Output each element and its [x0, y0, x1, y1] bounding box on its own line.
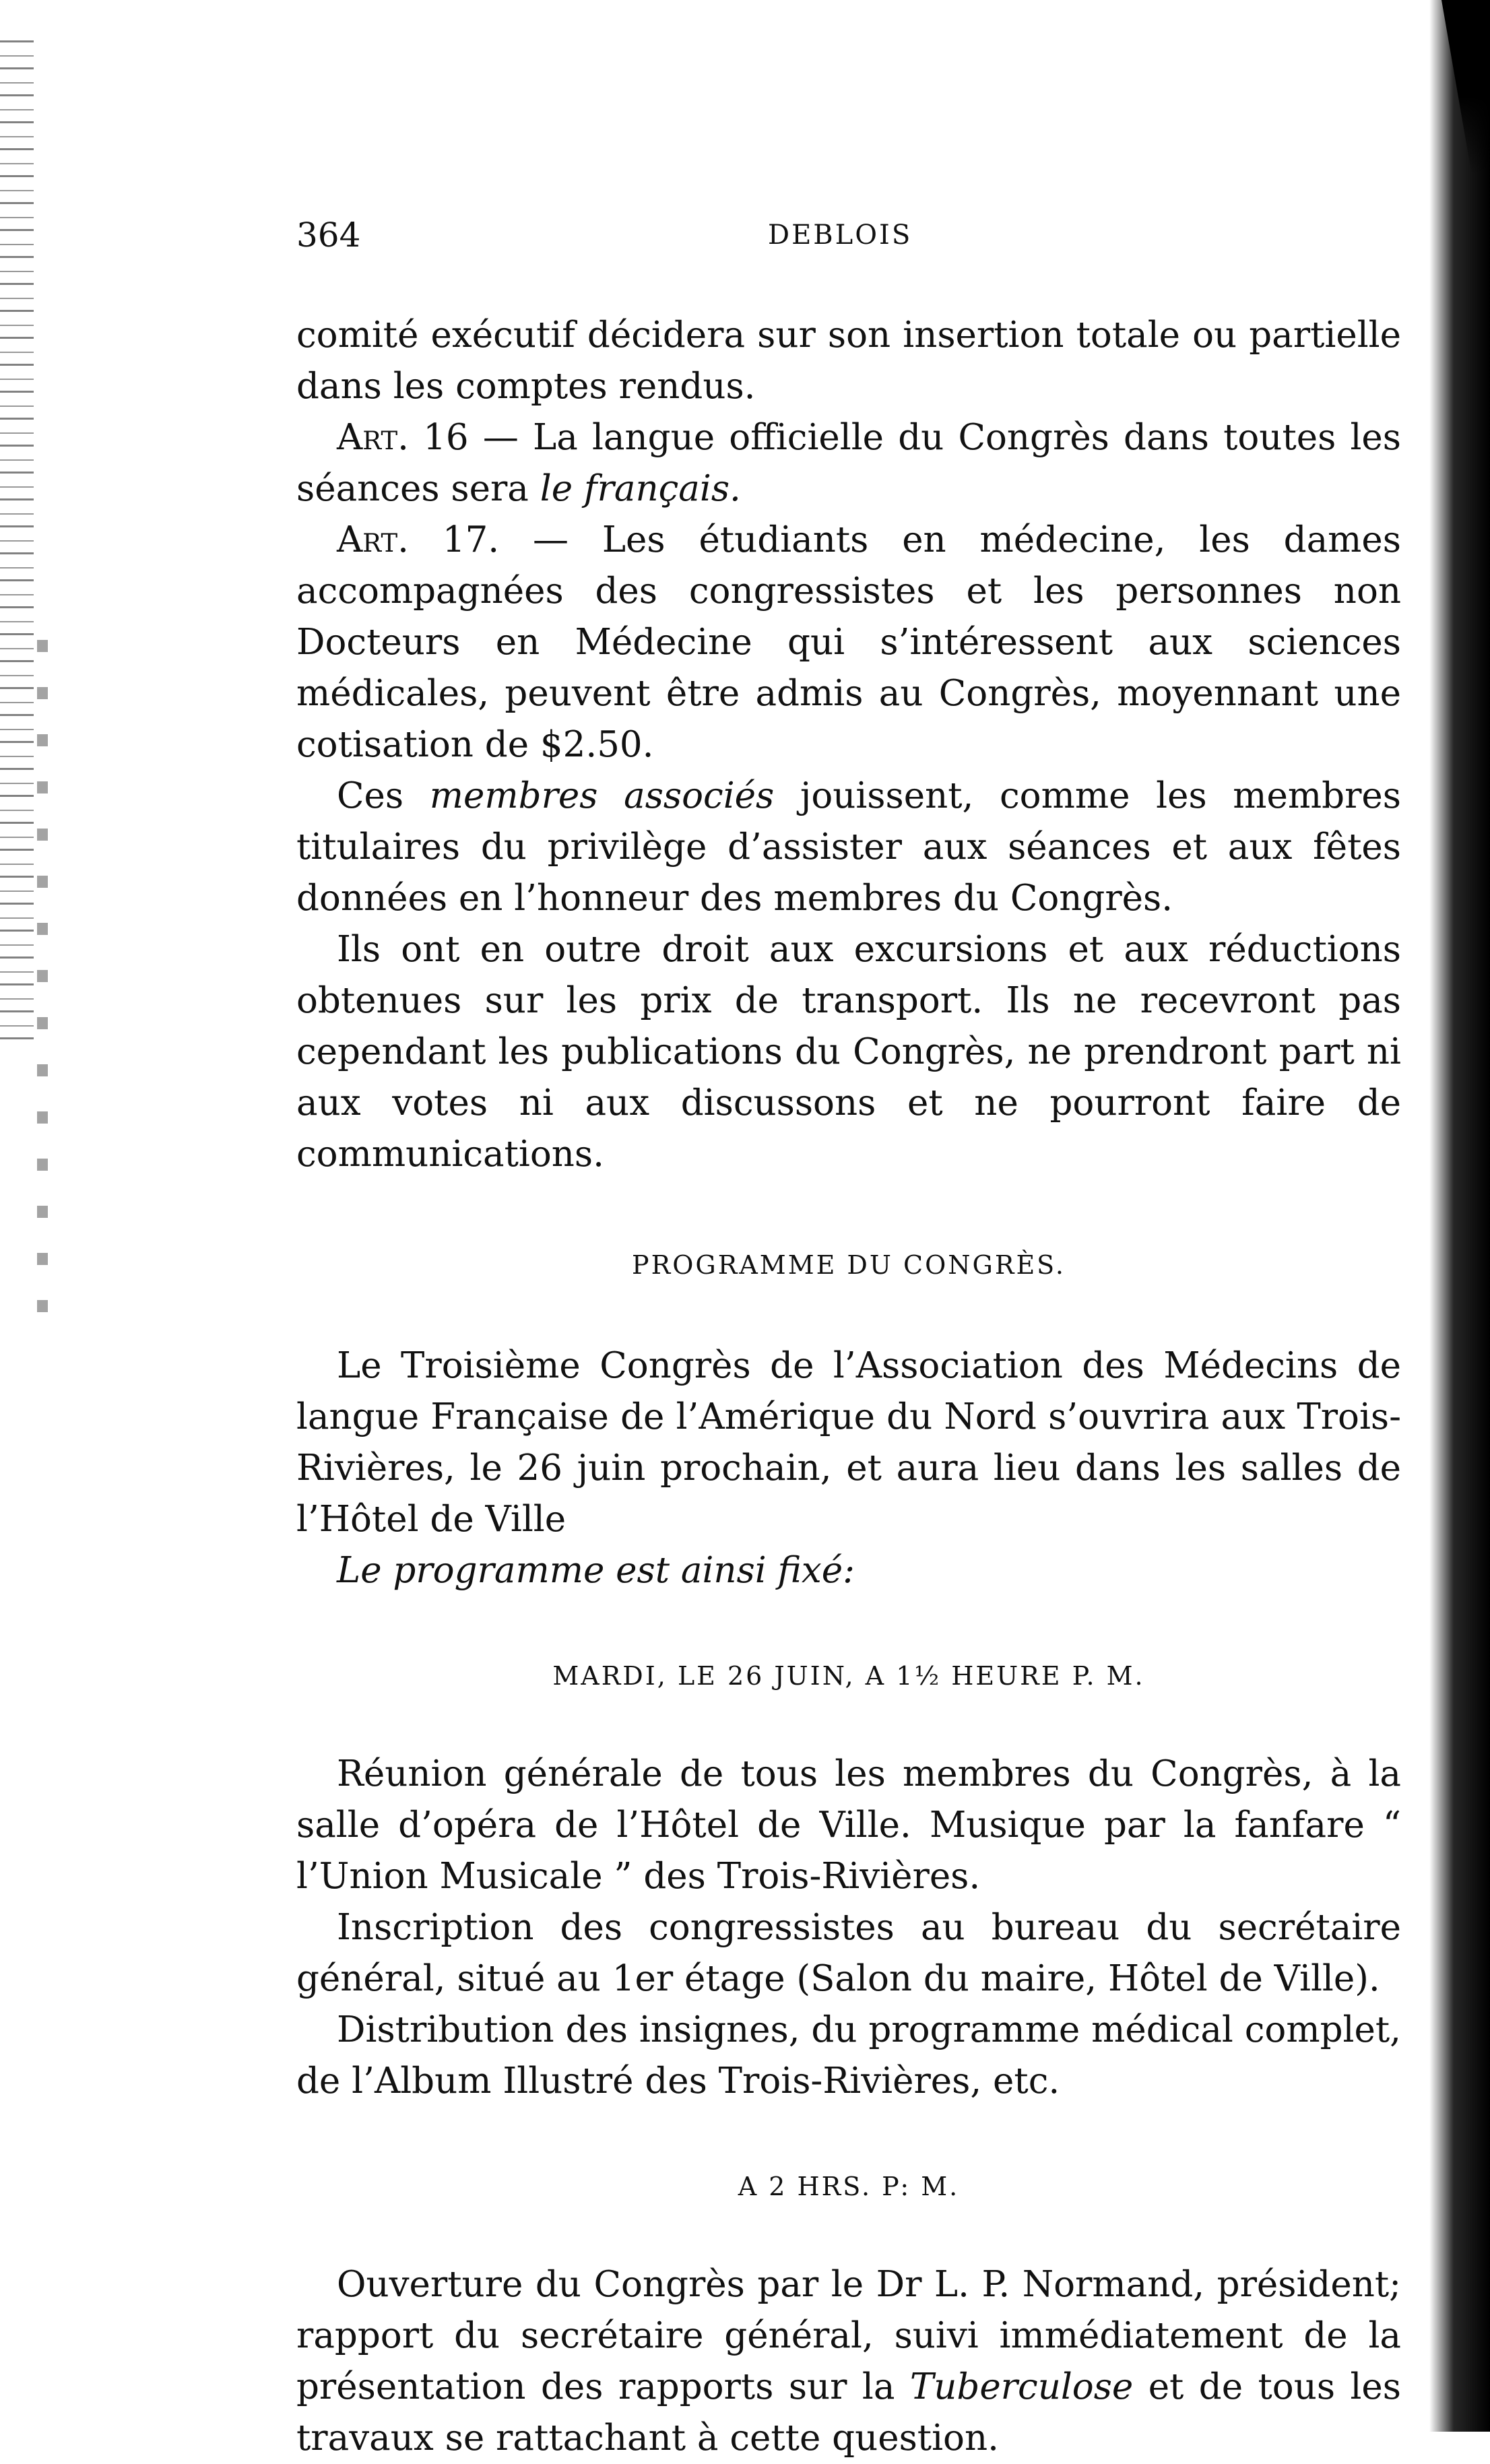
paragraph-text: Ils ont en outre droit aux excursions et aux réductions obtenues sur les prix de transport. Ils ne recevront pas cependant les publications du Congrès, ne prendront part ni aux votes ni aux discussons et ne pourront faire de communications. — [296, 929, 1401, 1175]
paragraph-text: et de tous les travaux se rattachant à cette question. — [296, 2366, 1401, 2459]
article-16 — [296, 412, 1401, 515]
article-text: 16 — La langue officielle du Congrès dans toutes les séances sera — [296, 417, 1401, 509]
paragraph-italic: membres associés — [429, 775, 775, 816]
paragraph-text: comité exécutif décidera sur son insertion totale ou partielle dans les comptes rendus. — [296, 315, 1401, 407]
paragraph-text: Ces — [337, 775, 430, 816]
paragraph-text: Réunion générale de tous les membres du Congrès, à la salle d’opéra de l’Hôtel de Ville. Musique par la fanfare “ l’Union Musicale ” des Trois-Rivières. — [296, 1753, 1401, 1897]
book-page — [296, 216, 1401, 2464]
paragraph-ouverture — [296, 2259, 1401, 2464]
paragraph-programme-fixe — [296, 1545, 1401, 1596]
article-label: Art. — [337, 417, 410, 458]
page-number: 364 — [296, 216, 361, 255]
paragraph-text: Le Troisième Congrès de l’Association des Médecins de langue Française de l’Amérique du Nord s’ouvrira aux Trois-Rivières, le 26 juin prochain, et aura lieu dans les salles de l’Hôtel de Ville — [296, 1345, 1401, 1540]
scan-edge-right — [1429, 0, 1490, 2432]
paragraph-membres-associes — [296, 771, 1401, 924]
paragraph-excursions — [296, 924, 1401, 1180]
scan-edge-left-marks — [37, 640, 48, 1314]
paragraph-reunion — [296, 1749, 1401, 1902]
paragraph — [296, 310, 1401, 412]
section-heading-2hrs: A 2 HRS. P: M. — [738, 2172, 960, 2201]
body-text — [296, 310, 1401, 2464]
article-label: Art. — [337, 519, 410, 560]
paragraph-distribution — [296, 2005, 1401, 2107]
paragraph-text: Inscription des congressistes au bureau du secrétaire général, situé au 1er étage (Salon du maire, Hôtel de Ville). — [296, 1907, 1401, 1999]
article-text: 17. — Les étudiants en médecine, les dames accompagnées des congressistes et les personnes non Docteurs en Médecine qui s’intéressent aux sciences médicales, peuvent être admis au Congrès, moyennant une cotisation de $2.50. — [296, 519, 1401, 765]
running-head — [296, 216, 1401, 269]
paragraph-inscription — [296, 1902, 1401, 2005]
paragraph-text: jouissent, comme les membres titulaires du privilège d’assister aux séances et aux fêtes données en l’honneur des membres du Congrès. — [296, 775, 1401, 919]
paragraph-text: Distribution des insignes, du programme médical complet, de l’Album Illustré des Trois-Rivières, etc. — [296, 2009, 1401, 2102]
article-italic: le français. — [540, 468, 741, 509]
running-title: DEBLOIS — [768, 220, 913, 251]
paragraph-programme-intro — [296, 1340, 1401, 1545]
paragraph-italic: Le programme est ainsi fixé: — [337, 1550, 855, 1591]
paragraph-italic: Tuberculose — [909, 2366, 1134, 2407]
section-heading-mardi: MARDI, LE 26 JUIN, A 1½ HEURE P. M. — [552, 1661, 1145, 1691]
article-17 — [296, 515, 1401, 771]
paragraph-text: Ouverture du Congrès par le Dr L. P. Normand, président; rapport du secrétaire général, suivi immédiatement de la présentation des rapports sur la — [296, 2264, 1401, 2407]
scan-edge-left — [0, 40, 34, 1051]
section-heading-programme: PROGRAMME DU CONGRÈS. — [632, 1250, 1066, 1280]
